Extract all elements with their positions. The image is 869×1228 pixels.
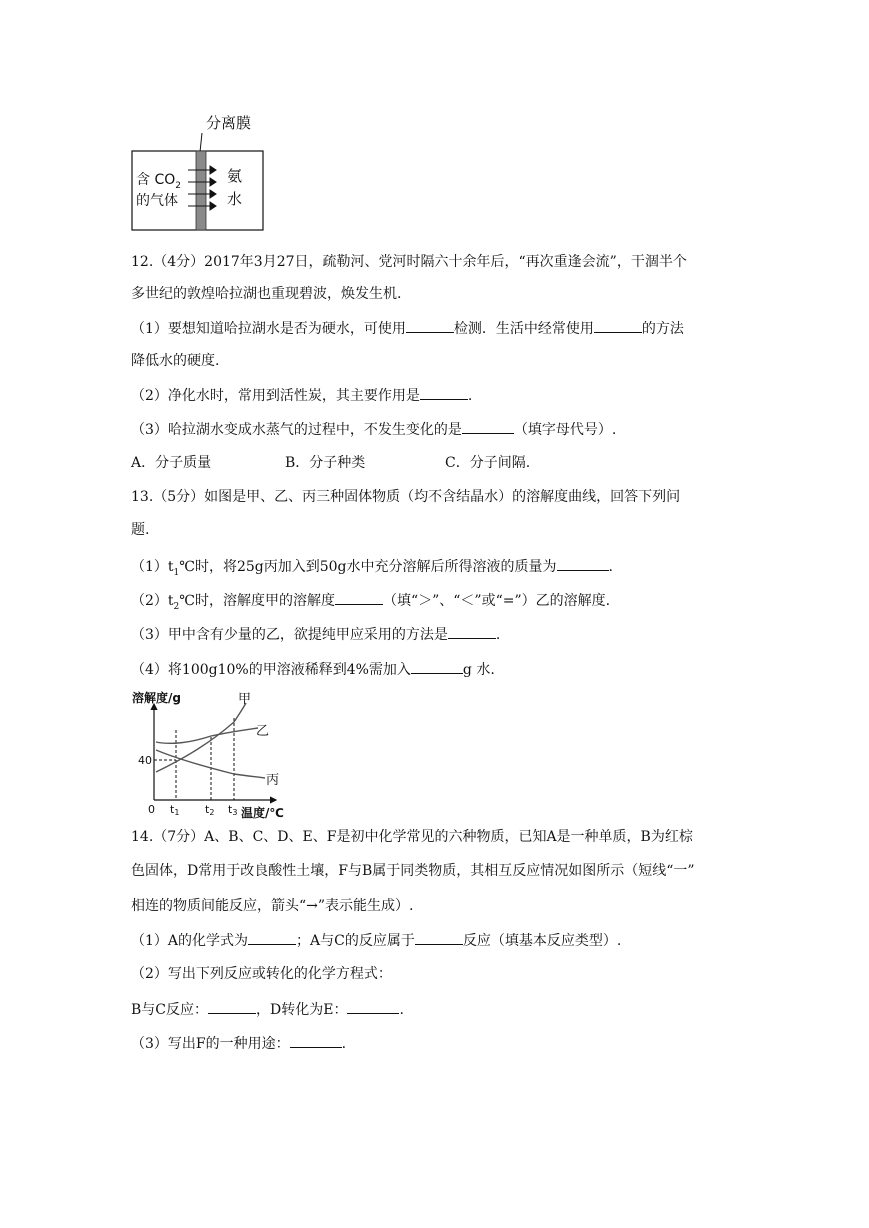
q14-part1: （1）A的化学式为 ；A与C的反应属于 反应（填基本反应类型）. xyxy=(131,930,621,951)
solubility-chart xyxy=(130,688,300,820)
q14-stem-line1: 14.（7分）A、B、C、D、E、F是初中化学常见的六种物质，已知A是一种单质，B为红棕 xyxy=(131,829,693,845)
answer-blank[interactable] xyxy=(406,318,454,333)
x-axis-label: 温度/℃ xyxy=(241,806,284,820)
membrane-label: 分离膜 xyxy=(206,114,252,132)
series-bing-label: 丙 xyxy=(266,773,280,788)
membrane-figure xyxy=(130,108,270,233)
q13-part3: （3）甲中含有少量的乙，欲提纯甲应采用的方法是 . xyxy=(131,624,500,645)
option-c: C．分子间隔. xyxy=(445,455,531,471)
q12-part1-cont: 降低水的硬度. xyxy=(131,353,220,369)
q14-part2: （2）写出下列反应或转化的化学方程式： xyxy=(131,966,392,982)
answer-blank[interactable] xyxy=(248,930,296,945)
q13-stem-line2: 题. xyxy=(131,522,150,538)
q13-part1: $(1)t_1℃$时，将25g丙加入到50g水中充分溶解后所得溶液的质量为 . xyxy=(131,556,613,583)
q12-part3: （3）哈拉湖水变成水蒸气的过程中，不发生变化的是 （填字母代号）. xyxy=(131,419,616,440)
option-a: A．分子质量 xyxy=(131,455,212,471)
q13-part2: $(2)t_2℃$时，溶解度甲的溶解度 （填“＞”、“＜”或“=”）乙的溶解度. xyxy=(131,590,610,617)
y-axis-label: 溶解度/g xyxy=(132,691,181,705)
answer-blank[interactable] xyxy=(448,624,496,639)
q12-options xyxy=(131,453,530,473)
answer-blank[interactable] xyxy=(335,590,383,605)
answer-blank[interactable] xyxy=(290,1033,342,1048)
answer-blank[interactable] xyxy=(594,318,642,333)
option-b: B．分子种类 xyxy=(285,455,366,471)
answer-blank[interactable] xyxy=(347,999,399,1014)
q14-stem-line3: 相连的物质间能反应，箭头“→”表示能生成）. xyxy=(131,898,414,914)
origin-label: 0 xyxy=(148,803,155,816)
gas-label-line2: 的气体 xyxy=(136,193,178,209)
x-tick-t1: t1 xyxy=(170,803,180,817)
series-yi-curve xyxy=(156,728,258,743)
ammonia-label-line1: 氨 xyxy=(227,167,243,185)
q12-stem-line2: 多世纪的敦煌哈拉湖也重现碧波，焕发生机. xyxy=(131,286,402,302)
answer-blank[interactable] xyxy=(411,659,463,674)
series-jia-label: 甲 xyxy=(238,692,252,707)
q14-part2-equations: B与C反应： ，D转化为E： . xyxy=(131,999,404,1020)
q12-stem-line1: 12.（4分）2017年3月27日，疏勒河、党河时隔六十余年后，“再次重逢会流”，干涸半个 xyxy=(131,254,687,270)
y-tick-40: 40 xyxy=(138,754,152,767)
q13-stem-line1: 13.（5分）如图是甲、乙、丙三种固体物质（均不含结晶水）的溶解度曲线，回答下列问 xyxy=(131,489,681,505)
answer-blank[interactable] xyxy=(557,556,609,571)
x-tick-t2: t2 xyxy=(205,803,215,817)
answer-blank[interactable] xyxy=(462,419,514,434)
q12-part2: （2）净化水时，常用到活性炭，其主要作用是 . xyxy=(131,385,472,406)
answer-blank[interactable] xyxy=(420,385,468,400)
answer-blank[interactable] xyxy=(208,999,256,1014)
gas-label-line1: 含 $CO_2$ xyxy=(136,172,181,191)
ammonia-label-line2: 水 xyxy=(227,190,243,208)
q14-stem-line2: 色固体，D常用于改良酸性土壤，F与B属于同类物质，其相互反应情况如图所示（短线“一” xyxy=(131,863,695,879)
q13-part4: （4）将100g10%的甲溶液稀释到4%需加入 g 水. xyxy=(131,659,495,680)
series-yi-label: 乙 xyxy=(256,724,270,739)
x-tick-t3: t3 xyxy=(228,803,238,817)
separation-membrane xyxy=(196,151,206,230)
series-jia-curve xyxy=(156,703,246,772)
q12-part1: （1）要想知道哈拉湖水是否为硬水，可使用 检测．生活中经常使用 的方法 xyxy=(131,318,684,339)
q14-part3: （3）写出F的一种用途： . xyxy=(131,1033,346,1054)
answer-blank[interactable] xyxy=(415,930,463,945)
